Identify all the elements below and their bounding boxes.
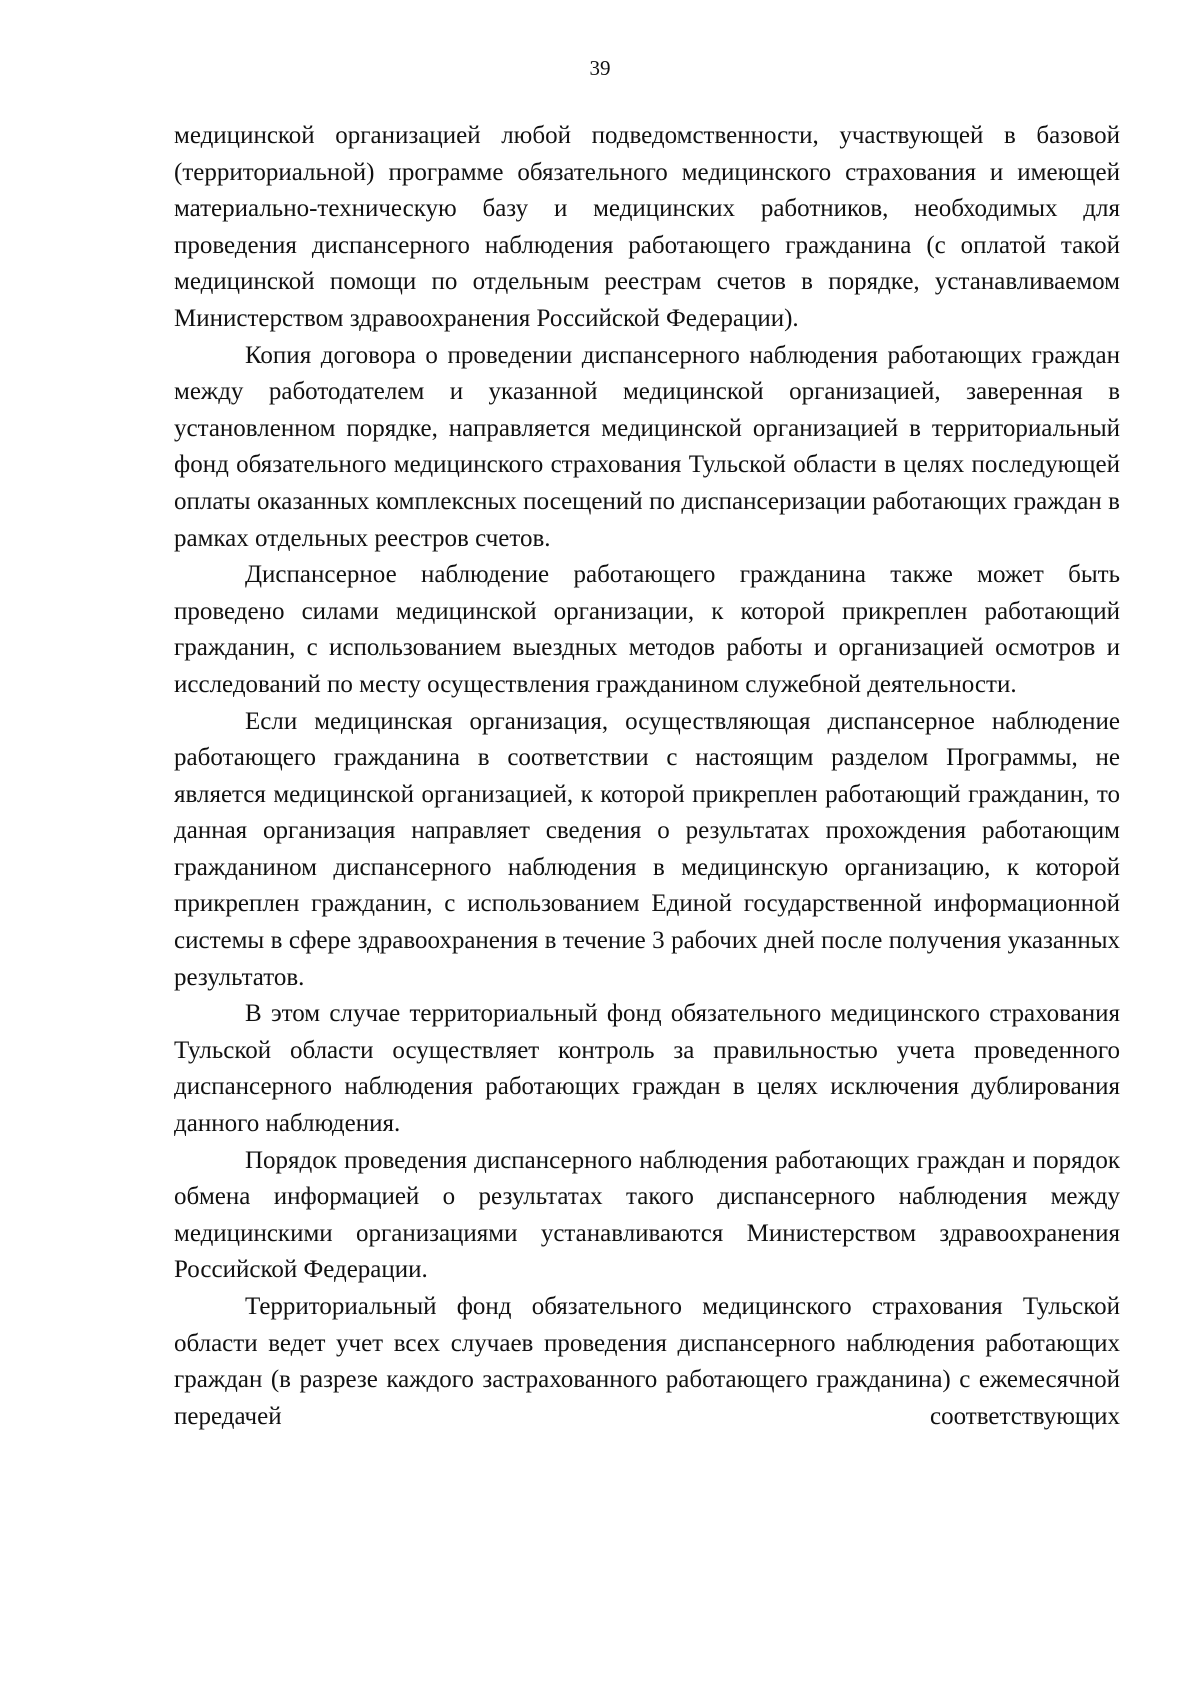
- paragraph-results-transfer: Если медицинская организация, осуществляющая диспансерное наблюдение работающего гражданина в соответствии с настоящим разделом Программы, не является медицинской организацией, к которой прикреплен работающий гражданин, то данная организация направляет сведения о результатах прохождения работающим гражданином диспансерного наблюдения в медицинскую организацию, к которой прикреплен гражданин, с использованием Единой государственной информационной системы в сфере здравоохранения в течение 3 рабочих дней после получения указанных результатов.: [174, 707, 1120, 991]
- paragraph-fund-control: В этом случае территориальный фонд обязательного медицинского страхования Тульской области осуществляет контроль за правильностью учета проведенного диспансерного наблюдения работающих граждан в целях исключения дублирования данного наблюдения.: [174, 1000, 1120, 1138]
- page-number: 39: [589, 56, 611, 80]
- paragraph-procedure: Порядок проведения диспансерного наблюдения работающих граждан и порядок обмена информацией о результатах такого диспансерного наблюдения между медицинскими организациями устанавливаются Министерством здравоохранения Российской Федерации.: [174, 1146, 1120, 1284]
- paragraph-on-site-observation: Диспансерное наблюдение работающего гражданина также может быть проведено силами медицинской организации, к которой прикреплен работающий гражданин, с использованием выездных методов работы и организацией осмотров и исследований по месту осуществления гражданином служебной деятельности.: [174, 561, 1120, 698]
- paragraph-fund-accounting: Территориальный фонд обязательного медицинского страхования Тульской области ведет учет всех случаев проведения диспансерного наблюдения работающих граждан (в разрезе каждого застрахованного работающего гражданина) с ежемесячной передачей соответствующих: [174, 1293, 1120, 1430]
- paragraph-continuation: медицинской организацией любой подведомственности, участвующей в базовой (территориальной) программе обязательного медицинского страхования и имеющей материально-техническую базу и медицинских работников, необходимых для проведения диспансерного наблюдения работающего гражданина (с оплатой такой медицинской помощи по отдельным реестрам счетов в порядке, устанавливаемом Министерством здравоохранения Российской Федерации).: [174, 122, 1120, 332]
- paragraph-contract-copy: Копия договора о проведении диспансерного наблюдения работающих граждан между работодателем и указанной медицинской организацией, заверенная в установленном порядке, направляется медицинской организацией в территориальный фонд обязательного медицинского страхования Тульской области в целях последующей оплаты оказанных комплексных посещений по диспансеризации работающих граждан в рамках отдельных реестров счетов.: [174, 341, 1120, 552]
- document-body: [174, 118, 1120, 1435]
